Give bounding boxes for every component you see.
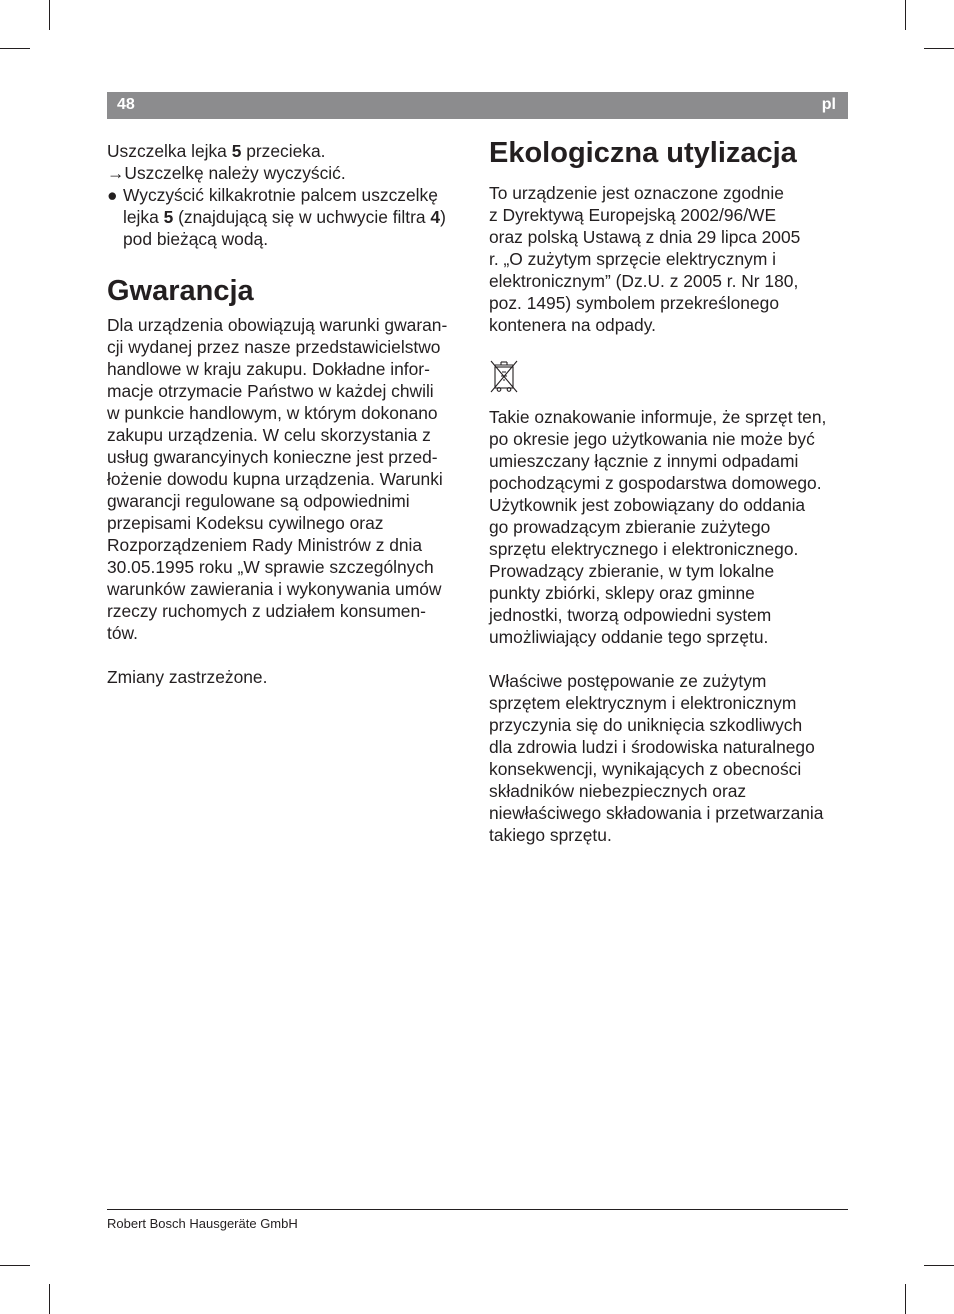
- text-line: Prowadzący zbieranie, w tym lokalne: [489, 561, 775, 581]
- changes-note: Zmiany zastrzeżone.: [107, 667, 268, 687]
- paragraph-gap: [107, 644, 469, 666]
- bullet-text: (znajdującą się w uchwycie filtra: [173, 207, 431, 227]
- text-line: Dla urządzenia obowiązują warunki gwaran-: [107, 315, 448, 335]
- bullet-icon: ●: [107, 185, 118, 205]
- text-line: umożliwiający oddanie tego sprzętu.: [489, 627, 769, 647]
- footer-company: Robert Bosch Hausgeräte GmbH: [107, 1216, 298, 1231]
- right-column: [489, 137, 849, 846]
- crop-mark: [905, 0, 906, 30]
- crop-mark: [905, 1284, 906, 1314]
- crop-mark: [924, 48, 954, 49]
- part-number: 5: [163, 207, 174, 227]
- text-line: pochodzącymi z gospodarstwa domowego.: [489, 473, 822, 493]
- text-line: elektronicznym” (Dz.U. z 2005 r. Nr 180,: [489, 271, 799, 291]
- text-line: dla zdrowia ludzi i środowiska naturalnego: [489, 737, 815, 757]
- intro-line-1: [107, 140, 469, 162]
- text-line: usług gwarancyinych konieczne jest przed-: [107, 447, 438, 467]
- disposal-paragraph-3: [489, 670, 849, 846]
- intro-text: Uszczelkę należy wyczyścić.: [124, 163, 346, 183]
- text-line: oraz polską Ustawą z dnia 29 lipca 2005: [489, 227, 801, 247]
- text-line: gwarancji regulowane są odpowiednimi: [107, 491, 410, 511]
- text-line: Takie oznakowanie informuje, że sprzęt ten,: [489, 407, 827, 427]
- text-line: po okresie jego użytkowania nie może być: [489, 429, 815, 449]
- paragraph-gap: [489, 648, 849, 670]
- warranty-heading: Gwarancja: [107, 275, 254, 307]
- part-number: 5: [231, 141, 242, 161]
- text-line: poz. 1495) symbolem przekreślonego: [489, 293, 779, 313]
- crop-mark: [49, 1284, 50, 1314]
- bullet-item-line: [107, 206, 469, 228]
- text-line: tów.: [107, 623, 138, 643]
- footer-rule: [107, 1209, 848, 1210]
- crop-mark: [924, 1265, 954, 1266]
- text-line: łożenie dowodu kupna urządzenia. Warunki: [107, 469, 443, 489]
- disposal-heading: Ekologiczna utylizacja: [489, 137, 797, 169]
- text-line: punkty zbiórki, sklepy oraz gminne: [489, 583, 755, 603]
- text-line: Właściwe postępowanie ze zużytym: [489, 671, 767, 691]
- text-line: przyczynia się do uniknięcia szkodliwych: [489, 715, 803, 735]
- text-line: sprzętem elektrycznym i elektronicznym: [489, 693, 797, 713]
- intro-text: przecieka.: [241, 141, 326, 161]
- disposal-paragraph-2: [489, 406, 849, 648]
- language-code: pl: [821, 96, 836, 113]
- part-number: 4: [430, 207, 441, 227]
- text-line: w punkcie handlowym, w którym dokonano: [107, 403, 438, 423]
- bullet-text: lejka: [123, 207, 164, 227]
- crop-mark: [0, 48, 30, 49]
- text-line: handlowe w kraju zakupu. Dokładne infor-: [107, 359, 430, 379]
- disposal-paragraph-1: [489, 182, 849, 336]
- left-column: [107, 140, 469, 688]
- text-line: rzeczy ruchomych z udziałem konsumen-: [107, 601, 426, 621]
- crop-mark: [49, 0, 50, 30]
- text-line: składników niebezpiecznych oraz: [489, 781, 747, 801]
- text-line: To urządzenie jest oznaczone zgodnie: [489, 183, 784, 203]
- text-line: takiego sprzętu.: [489, 825, 612, 845]
- bullet-text: Wyczyścić kilkakrotnie palcem uszczelkę: [123, 185, 438, 205]
- text-line: Rozporządzeniem Rady Ministrów z dnia: [107, 535, 423, 555]
- text-line: r. „O zużytym sprzęcie elektrycznym i: [489, 249, 776, 269]
- bullet-text: ): [440, 207, 446, 227]
- text-line: go prowadzącym zbieranie zużytego: [489, 517, 771, 537]
- text-line: kontenera na odpady.: [489, 315, 656, 335]
- text-line: warunków zawierania i wykonywania umów: [107, 579, 442, 599]
- bullet-item-line: pod bieżącą wodą.: [123, 229, 269, 249]
- crossed-out-wheelie-bin-icon: [489, 358, 519, 394]
- text-line: Użytkownik jest zobowiązany do oddania: [489, 495, 806, 515]
- page-header-bar: [107, 92, 848, 119]
- arrow-icon: →: [107, 163, 125, 183]
- bullet-item: [107, 184, 469, 206]
- text-line: przepisami Kodeksu cywilnego oraz: [107, 513, 384, 533]
- intro-text: Uszczelka lejka: [107, 141, 232, 161]
- text-line: z Dyrektywą Europejską 2002/96/WE: [489, 205, 777, 225]
- text-line: jednostki, tworzą odpowiedni system: [489, 605, 772, 625]
- text-line: sprzętu elektrycznego i elektronicznego.: [489, 539, 799, 559]
- text-line: cji wydanej przez nasze przedstawicielstwo: [107, 337, 441, 357]
- text-line: 30.05.1995 roku „W sprawie szczególnych: [107, 557, 434, 577]
- text-line: niewłaściwego składowania i przetwarzania: [489, 803, 824, 823]
- crop-mark: [0, 1265, 30, 1266]
- warranty-paragraph: [107, 314, 469, 644]
- text-line: konsekwencji, wynikających z obecności: [489, 759, 802, 779]
- intro-line-2: [107, 162, 469, 184]
- text-line: umieszczany łącznie z innymi odpadami: [489, 451, 799, 471]
- text-line: zakupu urządzenia. W celu skorzystania z: [107, 425, 431, 445]
- page-number: 48: [117, 96, 135, 113]
- text-line: macje otrzymacie Państwo w każdej chwili: [107, 381, 434, 401]
